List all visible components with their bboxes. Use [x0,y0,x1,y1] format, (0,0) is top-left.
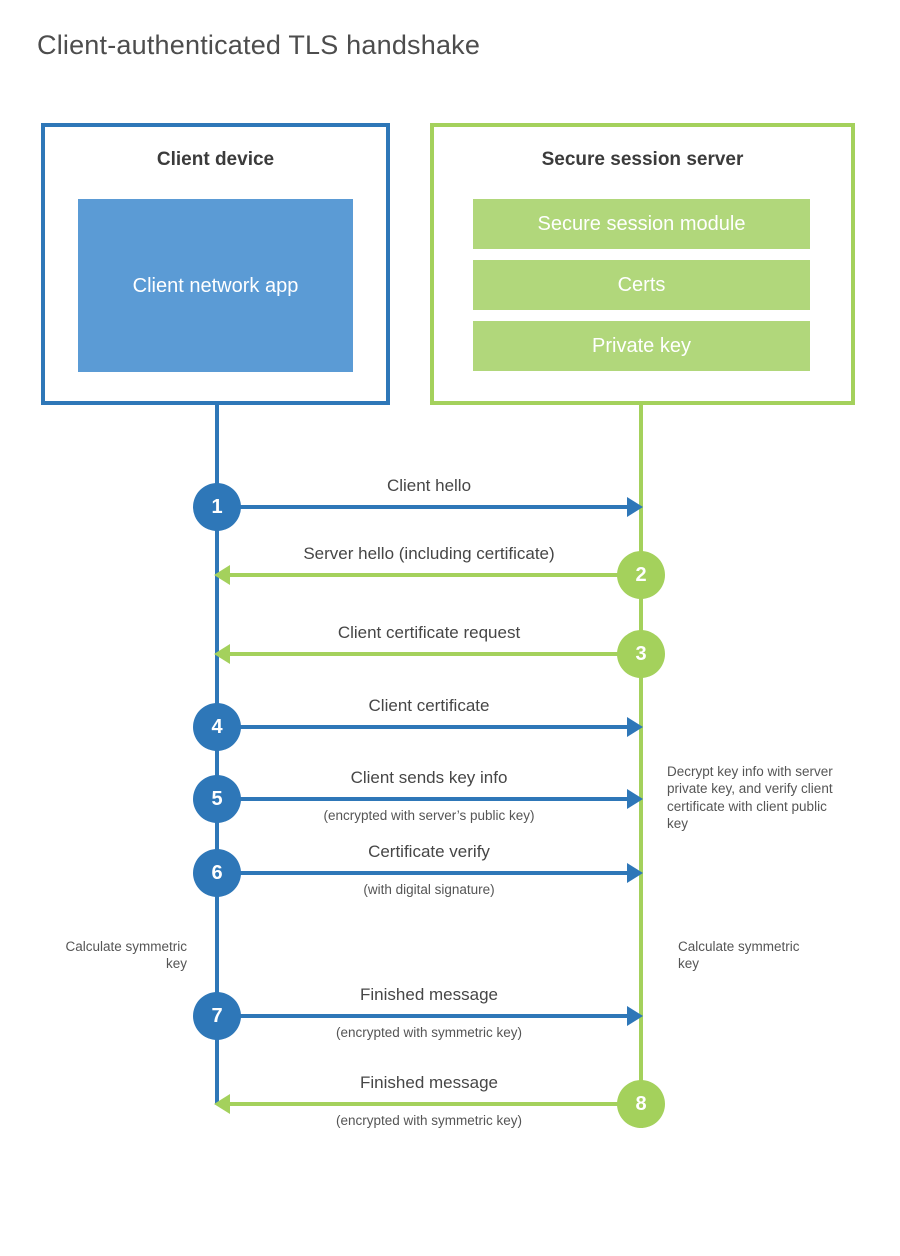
step-number: 8 [635,1092,647,1115]
page-title: Client-authenticated TLS handshake [37,30,481,60]
arrow-line [217,725,629,729]
arrow-line [229,573,641,577]
message-label: Server hello (including certificate) [303,544,555,563]
message-label: Certificate verify [368,842,490,861]
arrow-line [217,1014,629,1018]
calculate-symmetric-key-note-server: Calculate symmetric key [678,939,800,972]
client-device-title: Client device [156,149,275,170]
arrowhead-right-icon [627,863,643,883]
secure-session-module-box: Secure session module [473,199,810,249]
step-number: 1 [211,495,223,518]
step-number: 2 [635,563,647,586]
client-network-app-box [78,199,353,372]
arrowhead-left-icon [214,1094,230,1114]
arrowhead-right-icon [627,717,643,737]
message-sublabel: (encrypted with server’s public key) [323,808,535,823]
step-number: 5 [211,787,223,810]
arrowhead-left-icon [214,565,230,585]
message-label: Finished message [360,985,498,1004]
step-number: 6 [211,861,223,884]
message-sublabel: (encrypted with symmetric key) [335,1025,523,1040]
step-number: 4 [211,715,223,738]
calculate-symmetric-key-note-client: Calculate symmetric key [65,939,187,972]
certs-box: Certs [473,260,810,310]
secure-session-server-box [430,123,855,405]
message-label: Client certificate request [337,623,521,642]
secure-session-server-title: Secure session server [541,149,744,170]
message-sublabel: (encrypted with symmetric key) [335,1113,523,1128]
private-key-box: Private key [473,321,810,371]
message-label: Client certificate [368,696,490,715]
arrow-line [217,505,629,509]
step-number: 3 [635,642,647,665]
message-sublabel: (with digital signature) [363,882,495,897]
arrowhead-right-icon [627,497,643,517]
arrowhead-right-icon [627,1006,643,1026]
client-network-app-label: Client network app [132,274,299,297]
step-number: 7 [211,1004,223,1027]
decrypt-key-info-note: Decrypt key info with server private key, and verify client certificate with client public key [667,764,833,831]
message-label: Client hello [386,476,472,495]
arrowhead-left-icon [214,644,230,664]
client-device-box [41,123,390,405]
arrow-line [217,797,629,801]
arrow-line [217,871,629,875]
message-label: Client sends key info [350,768,508,787]
message-label: Finished message [360,1073,498,1092]
arrow-line [229,652,641,656]
arrow-line [229,1102,641,1106]
arrowhead-right-icon [627,789,643,809]
